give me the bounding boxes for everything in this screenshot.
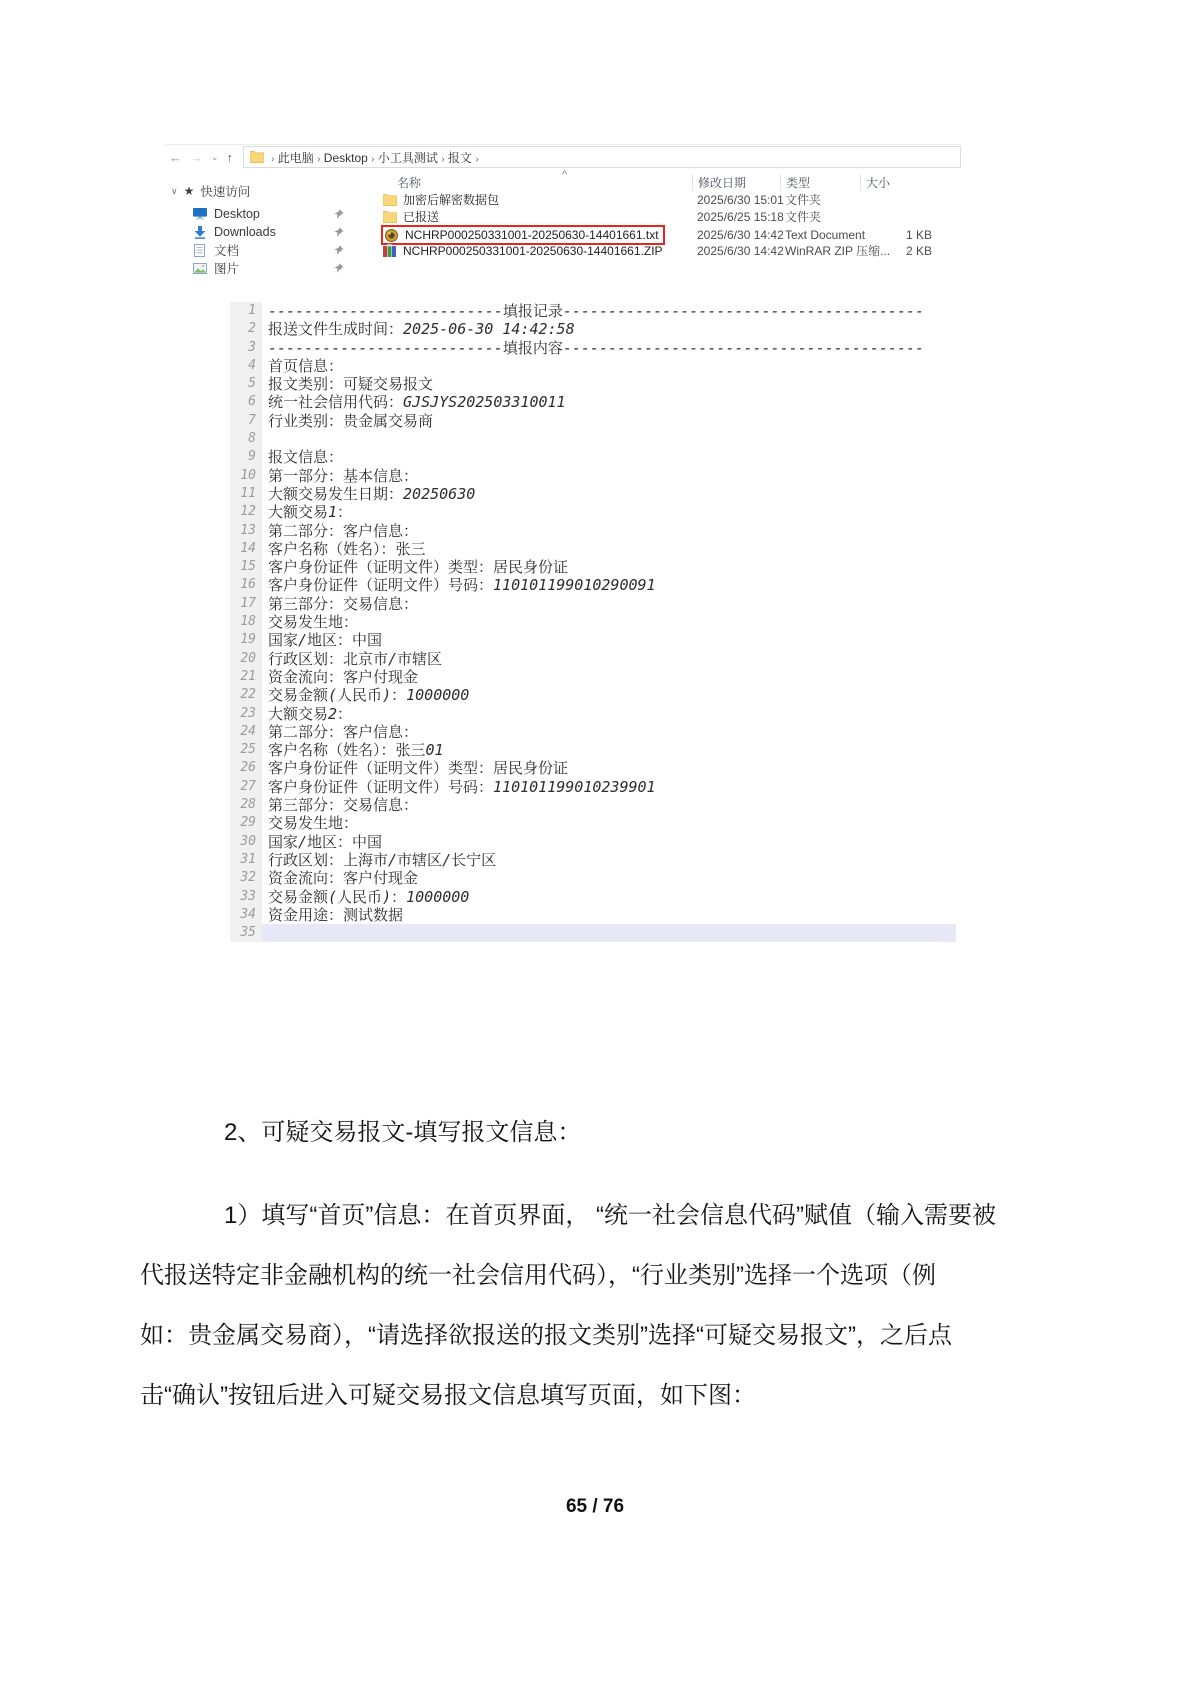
editor-line-text	[262, 924, 956, 942]
editor-line-text: 首页信息：	[268, 356, 344, 375]
sidebar-item-label: 文档	[214, 244, 240, 258]
editor-line-text: 报送文件生成时间：2025-06-30 14:42:58	[268, 320, 575, 339]
breadcrumb-separator-icon: ›	[441, 153, 445, 165]
line-number: 32	[230, 869, 262, 887]
editor-line-text: 客户身份证件（证明文件）类型：居民身份证	[268, 759, 569, 778]
file-size: 1 KB	[905, 228, 932, 242]
pictures-icon	[192, 263, 207, 274]
line-number: 6	[230, 393, 262, 411]
up-arrow-icon[interactable]: ↑	[226, 149, 234, 165]
sidebar-item-quick-access[interactable]	[171, 182, 380, 200]
line-number: 27	[230, 778, 262, 796]
paragraph	[140, 1186, 1070, 1426]
file-modified-date: 2025/6/30 15:01	[697, 192, 784, 207]
file-name: 已报送	[403, 210, 440, 224]
breadcrumb	[271, 149, 479, 166]
folder-icon	[249, 151, 264, 163]
line-number: 3	[230, 339, 262, 357]
editor-line[interactable]	[230, 576, 956, 594]
editor-line[interactable]	[230, 595, 956, 613]
file-type: Text Document	[785, 228, 866, 242]
line-number: 34	[230, 906, 262, 924]
line-number: 35	[230, 924, 262, 942]
editor-line-text: 第二部分：客户信息：	[268, 722, 419, 741]
line-number: 2	[230, 320, 262, 338]
paragraph-line: 如：贵金属交易商），“请选择欲报送的报文类别”选择“可疑交易报文”，之后点	[140, 1322, 952, 1349]
file-row[interactable]	[380, 208, 961, 225]
pin-icon	[334, 209, 344, 219]
editor-line-text: 报文类别：可疑交易报文	[268, 375, 434, 394]
breadcrumb-segment[interactable]: 小工具测试	[377, 150, 438, 165]
file-row[interactable]	[380, 191, 961, 208]
editor-line-text: --------------------------填报内容----------------------------------------	[268, 338, 925, 357]
file-name: NCHRP000250331001-20250630-14401661.ZIP	[403, 243, 663, 258]
editor-line[interactable]	[230, 778, 956, 796]
editor-line-text: 第三部分：交易信息：	[268, 594, 419, 613]
folder-file-icon	[382, 194, 397, 206]
editor-line[interactable]	[230, 357, 956, 375]
editor-line[interactable]	[230, 320, 956, 338]
line-number: 12	[230, 503, 262, 521]
editor-line[interactable]	[230, 833, 956, 851]
sidebar-item-label: 图片	[214, 262, 240, 276]
editor-line-text: 交易金额(人民币)：1000000	[268, 686, 470, 705]
address-bar[interactable]	[243, 146, 961, 168]
quick-access-label: 快速访问	[200, 185, 251, 199]
editor-line[interactable]	[230, 906, 956, 924]
editor-line[interactable]	[230, 796, 956, 814]
file-row[interactable]	[380, 242, 961, 259]
line-number: 29	[230, 814, 262, 832]
line-number: 20	[230, 650, 262, 668]
line-number: 4	[230, 357, 262, 375]
editor-line[interactable]	[230, 869, 956, 887]
pin-icon	[334, 245, 344, 255]
editor-line-text: 交易金额(人民币)：1000000	[268, 887, 470, 906]
editor-line[interactable]	[230, 448, 956, 466]
line-number: 15	[230, 558, 262, 576]
editor-line[interactable]	[230, 503, 956, 521]
breadcrumb-segment[interactable]: 此电脑	[277, 150, 314, 165]
editor-line-text: 客户身份证件（证明文件）号码：110101199010290091	[268, 576, 656, 595]
explorer-toolbar	[165, 145, 961, 169]
line-number: 17	[230, 595, 262, 613]
paragraph-line: 代报送特定非金融机构的统一社会信用代码），“行业类别”选择一个选项（例	[140, 1262, 936, 1289]
line-number: 9	[230, 448, 262, 466]
editor-line[interactable]	[230, 741, 956, 759]
editor-line[interactable]	[230, 759, 956, 777]
editor-line-text: 交易发生地：	[268, 814, 359, 833]
breadcrumb-segment[interactable]: Desktop	[323, 150, 368, 165]
editor-line[interactable]	[230, 924, 956, 942]
editor-line[interactable]	[230, 430, 956, 448]
line-number: 24	[230, 723, 262, 741]
file-name: NCHRP000250331001-20250630-14401661.txt	[405, 228, 659, 242]
editor-line[interactable]	[230, 668, 956, 686]
editor-line[interactable]	[230, 723, 956, 741]
sidebar-item-pictures[interactable]	[165, 259, 380, 277]
line-number: 31	[230, 851, 262, 869]
editor-line-text: 资金流向：客户付现金	[268, 667, 419, 686]
breadcrumb-separator-icon: ›	[271, 153, 275, 165]
explorer-sidebar	[165, 169, 380, 277]
page-number: 65 / 76	[565, 1496, 625, 1517]
editor-line-text: 行政区划：北京市/市辖区	[268, 649, 443, 668]
editor-line-text: 资金流向：客户付现金	[268, 869, 419, 888]
pin-icon	[334, 263, 344, 273]
editor-line-text: 客户名称（姓名）：张三01	[268, 741, 444, 760]
forward-arrow-icon[interactable]: →	[190, 149, 203, 165]
column-header-name[interactable]: 名称 ^	[397, 168, 568, 190]
editor-line-text: 资金用途：测试数据	[268, 905, 404, 924]
column-header-type[interactable]: 类型	[780, 174, 860, 191]
editor-line[interactable]	[230, 467, 956, 485]
file-type: 文件夹	[785, 210, 822, 224]
file-type: 文件夹	[785, 193, 822, 207]
sidebar-item-documents[interactable]	[165, 241, 380, 259]
sort-ascending-icon: ^	[562, 168, 568, 181]
file-row[interactable]	[380, 225, 961, 242]
file-name: 加密后解密数据包	[403, 193, 500, 207]
editor-line[interactable]	[230, 375, 956, 393]
editor-line[interactable]	[230, 540, 956, 558]
sidebar-item-label: Desktop	[214, 207, 260, 221]
sidebar-item-label: Downloads	[214, 225, 276, 239]
column-header-row	[380, 168, 961, 191]
file-modified-date: 2025/6/30 14:42	[697, 243, 784, 258]
line-number: 16	[230, 576, 262, 594]
file-modified-date: 2025/6/30 14:42	[697, 228, 784, 242]
line-number: 13	[230, 522, 262, 540]
sidebar-item-downloads[interactable]	[165, 223, 380, 241]
editor-line-text: 行政区划：上海市/市辖区/长宁区	[268, 850, 497, 869]
editor-line-text: 行业类别：贵金属交易商	[268, 411, 434, 430]
file-list-area	[380, 169, 961, 277]
file-modified-date: 2025/6/25 15:18	[697, 209, 784, 224]
line-number: 23	[230, 705, 262, 723]
line-number: 10	[230, 467, 262, 485]
section-heading: 2、可疑交易报文-填写报文信息：	[224, 1119, 582, 1146]
breadcrumb-segment[interactable]: 报文	[447, 150, 472, 165]
line-number: 7	[230, 412, 262, 430]
editor-line-text: 国家/地区：中国	[268, 832, 383, 851]
line-number: 1	[230, 302, 262, 320]
editor-line[interactable]	[230, 888, 956, 906]
line-number: 25	[230, 741, 262, 759]
editor-line-text	[262, 430, 956, 448]
editor-line[interactable]	[230, 613, 956, 631]
breadcrumb-separator-icon: ›	[475, 153, 479, 165]
editor-line[interactable]	[230, 705, 956, 723]
file-size: 2 KB	[905, 243, 932, 258]
line-number: 30	[230, 833, 262, 851]
line-number: 22	[230, 686, 262, 704]
sidebar-item-desktop[interactable]	[165, 205, 380, 223]
line-number: 18	[230, 613, 262, 631]
pin-icon	[334, 227, 344, 237]
line-number: 8	[230, 430, 262, 448]
editor-line-text: 第一部分：基本信息：	[268, 466, 419, 485]
line-number: 5	[230, 375, 262, 393]
line-number: 14	[230, 540, 262, 558]
editor-line-text: 客户名称（姓名）：张三	[268, 539, 426, 558]
documents-icon	[192, 244, 207, 257]
file-type: WinRAR ZIP 压缩...	[785, 244, 891, 258]
txt-file-icon	[384, 229, 399, 242]
editor-line-text: 交易发生地：	[268, 613, 359, 632]
editor-line-text: 国家/地区：中国	[268, 631, 383, 650]
editor-line-text: 统一社会信用代码：GJSJYS202503310011	[268, 393, 566, 412]
editor-line-text: 大额交易1：	[268, 503, 353, 522]
editor-line[interactable]	[230, 339, 956, 357]
editor-lines	[230, 302, 956, 942]
editor-line-text: 大额交易2：	[268, 704, 353, 723]
editor-line-text: 大额交易发生日期：20250630	[268, 484, 476, 503]
editor-line[interactable]	[230, 485, 956, 503]
editor-line[interactable]	[230, 814, 956, 832]
text-editor	[230, 302, 956, 942]
back-arrow-icon[interactable]: ←	[169, 149, 182, 165]
editor-line-text: 客户身份证件（证明文件）号码：110101199010239901	[268, 777, 656, 796]
column-header-size[interactable]: 大小	[860, 174, 936, 191]
column-header-date[interactable]: 修改日期	[692, 174, 780, 191]
downloads-icon	[192, 226, 207, 239]
chevron-down-icon[interactable]: ∨	[171, 185, 178, 196]
editor-line-text: --------------------------填报记录----------------------------------------	[268, 302, 925, 320]
editor-line[interactable]	[230, 393, 956, 411]
editor-line-text: 第三部分：交易信息：	[268, 796, 419, 815]
recent-locations-chevron-icon[interactable]: ⌄	[211, 151, 219, 162]
line-number: 19	[230, 631, 262, 649]
editor-line-text: 客户身份证件（证明文件）类型：居民身份证	[268, 558, 569, 577]
editor-line-text: 第二部分：客户信息：	[268, 521, 419, 540]
paragraph-line: 击“确认”按钮后进入可疑交易报文信息填写页面，如下图：	[140, 1382, 756, 1409]
editor-line-text: 报文信息：	[268, 448, 344, 467]
quick-access-star-icon: ★	[183, 184, 195, 198]
editor-line[interactable]	[230, 631, 956, 649]
paragraph-line: 1）填写“首页”信息：在首页界面， “统一社会信息代码”赋值（输入需要被	[224, 1202, 996, 1229]
line-number: 11	[230, 485, 262, 503]
desktop-icon	[192, 208, 207, 220]
breadcrumb-separator-icon: ›	[371, 153, 375, 165]
selection-highlight-box	[381, 225, 665, 245]
line-number: 26	[230, 759, 262, 777]
line-number: 28	[230, 796, 262, 814]
editor-line[interactable]	[230, 412, 956, 430]
editor-line[interactable]	[230, 650, 956, 668]
file-explorer-window	[165, 144, 961, 277]
editor-line[interactable]	[230, 851, 956, 869]
zip-file-icon	[382, 244, 397, 257]
folder-file-icon	[382, 211, 397, 223]
file-list	[380, 191, 961, 259]
editor-line[interactable]	[230, 522, 956, 540]
editor-line[interactable]	[230, 558, 956, 576]
editor-line[interactable]	[230, 302, 956, 320]
line-number: 33	[230, 888, 262, 906]
editor-line[interactable]	[230, 686, 956, 704]
breadcrumb-separator-icon: ›	[317, 153, 321, 165]
line-number: 21	[230, 668, 262, 686]
